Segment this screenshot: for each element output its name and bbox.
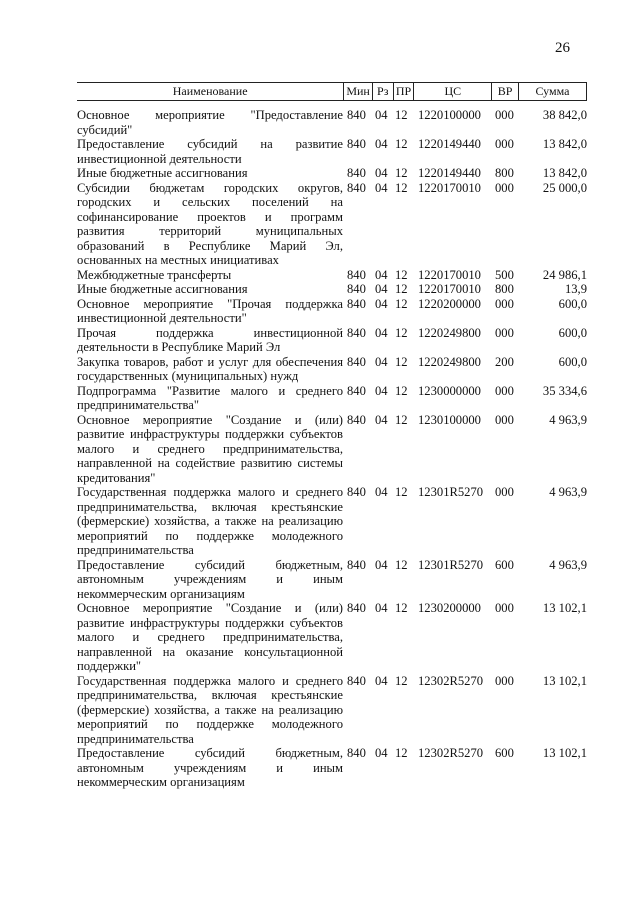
row-vr: 800	[495, 166, 514, 180]
row-cs: 1220200000	[418, 296, 481, 311]
header-pr: ПР	[393, 83, 414, 100]
table-row	[77, 181, 587, 268]
row-vr: 000	[495, 673, 514, 688]
row-min: 840	[347, 673, 366, 688]
row-sum: 13 102,1	[542, 601, 587, 615]
row-sum: 13,9	[564, 282, 587, 296]
row-cs: 1220170010	[418, 267, 481, 282]
row-pr: 12	[395, 383, 408, 398]
row-pr: 12	[395, 166, 408, 180]
row-cs: 1220170010	[418, 180, 481, 195]
row-sum: 600,0	[558, 296, 587, 311]
row-sum: 25 000,0	[542, 180, 587, 195]
row-name: Прочая поддержка инвестиционной деятельности в Республике Марий Эл	[77, 325, 343, 354]
row-name: Субсидии бюджетам городских округов, городских и сельских поселений на софинансирование проектов и программ развития территорий муниципальных образований в Республике Марий Эл, основанных на местных инициативах	[77, 180, 343, 267]
row-min: 840	[347, 383, 366, 398]
header-min: Мин	[343, 83, 372, 100]
row-vr: 000	[495, 383, 514, 398]
row-rz: 04	[375, 166, 388, 180]
row-rz: 04	[375, 325, 388, 340]
table-header	[77, 82, 587, 101]
table-row	[77, 355, 587, 384]
row-vr: 000	[495, 180, 514, 195]
row-name: Иные бюджетные ассигнования	[77, 282, 248, 296]
row-vr: 500	[495, 267, 514, 282]
row-min: 840	[347, 354, 366, 369]
row-cs: 1220149440	[418, 166, 481, 180]
row-pr: 12	[395, 282, 408, 296]
row-sum: 4 963,9	[549, 557, 587, 572]
row-sum: 13 102,1	[542, 673, 587, 688]
row-sum: 38 842,0	[542, 108, 587, 122]
row-sum: 13 102,1	[542, 746, 587, 760]
table-row	[77, 137, 587, 166]
row-rz: 04	[375, 267, 388, 282]
table-row	[77, 297, 587, 326]
table-row	[77, 601, 587, 674]
row-rz: 04	[375, 296, 388, 311]
row-cs: 1220249800	[418, 354, 481, 369]
header-name: Наименование	[172, 84, 248, 98]
row-name: Предоставление субсидий бюджетным, автономным учреждениям и иным некоммерческим организациям	[77, 746, 343, 789]
row-cs: 1220149440	[418, 137, 481, 151]
row-sum: 13 842,0	[542, 166, 587, 180]
row-min: 840	[347, 282, 366, 296]
row-pr: 12	[395, 673, 408, 688]
row-rz: 04	[375, 383, 388, 398]
page-number: 26	[555, 40, 570, 56]
table-body	[77, 108, 587, 790]
row-pr: 12	[395, 354, 408, 369]
row-vr: 000	[495, 412, 514, 427]
row-pr: 12	[395, 108, 408, 122]
row-min: 840	[347, 412, 366, 427]
row-cs: 1230100000	[418, 412, 481, 427]
row-pr: 12	[395, 746, 408, 760]
row-name: Основное мероприятие "Предоставление субсидий"	[77, 108, 343, 137]
header-sum: Сумма	[518, 83, 587, 100]
row-cs: 1230200000	[418, 601, 481, 615]
table-row	[77, 746, 587, 790]
row-sum: 24 986,1	[542, 267, 587, 282]
row-name: Государственная поддержка малого и среднего предпринимательства, включая крестьянские (фермерские) хозяйства, а также на реализацию мероприятий по поддержке молодежного предпринимательства	[77, 485, 343, 557]
table-row	[77, 384, 587, 413]
row-pr: 12	[395, 412, 408, 427]
row-cs: 12301R5270	[418, 485, 484, 499]
row-min: 840	[347, 267, 366, 282]
row-rz: 04	[375, 601, 388, 615]
row-min: 840	[347, 180, 366, 195]
row-rz: 04	[375, 180, 388, 195]
row-rz: 04	[375, 746, 388, 760]
row-cs: 12302R5270	[418, 746, 484, 760]
row-pr: 12	[395, 267, 408, 282]
row-min: 840	[347, 601, 366, 615]
row-sum: 600,0	[558, 325, 587, 340]
row-vr: 000	[495, 325, 514, 340]
row-min: 840	[347, 325, 366, 340]
row-pr: 12	[395, 557, 408, 572]
table-row	[77, 166, 587, 181]
row-name: Основное мероприятие "Прочая поддержка инвестиционной деятельности"	[77, 296, 343, 325]
row-cs: 1220100000	[418, 108, 481, 122]
row-vr: 600	[495, 557, 514, 572]
header-rz: Рз	[372, 83, 393, 100]
row-name: Основное мероприятие "Создание и (или) развитие инфраструктуры поддержки субъектов малого и среднего предпринимательства, направленной на оказание консультационной поддержки"	[77, 601, 343, 673]
row-cs: 1230000000	[418, 383, 481, 398]
row-name: Подпрограмма "Развитие малого и среднего предпринимательства"	[77, 383, 343, 412]
row-rz: 04	[375, 412, 388, 427]
table-header-row	[77, 82, 587, 101]
row-min: 840	[347, 557, 366, 572]
row-min: 840	[347, 166, 366, 180]
row-sum: 600,0	[558, 354, 587, 369]
table-row	[77, 674, 587, 747]
row-sum: 35 334,6	[542, 383, 587, 398]
row-vr: 600	[495, 746, 514, 760]
row-rz: 04	[375, 557, 388, 572]
row-name: Предоставление субсидий бюджетным, автономным учреждениям и иным некоммерческим организациям	[77, 557, 343, 601]
row-pr: 12	[395, 296, 408, 311]
row-rz: 04	[375, 137, 388, 151]
row-sum: 13 842,0	[542, 137, 587, 151]
row-name: Закупка товаров, работ и услуг для обеспечения государственных (муниципальных) нужд	[77, 354, 343, 383]
row-sum: 4 963,9	[549, 485, 587, 499]
table-row	[77, 413, 587, 486]
row-name: Межбюджетные трансферты	[77, 267, 232, 282]
row-cs: 1220170010	[418, 282, 481, 296]
row-vr: 000	[495, 108, 514, 122]
row-rz: 04	[375, 108, 388, 122]
row-name: Государственная поддержка малого и среднего предпринимательства, включая крестьянские (фермерские) хозяйства, а также на реализацию мероприятий по поддержке молодежного предпринимательства	[77, 673, 343, 746]
row-min: 840	[347, 296, 366, 311]
row-vr: 000	[495, 137, 514, 151]
header-vr: ВР	[491, 83, 518, 100]
row-cs: 1220249800	[418, 325, 481, 340]
row-min: 840	[347, 137, 366, 151]
row-pr: 12	[395, 180, 408, 195]
row-vr: 200	[495, 354, 514, 369]
row-rz: 04	[375, 354, 388, 369]
row-cs: 12301R5270	[418, 557, 484, 572]
row-pr: 12	[395, 601, 408, 615]
row-vr: 800	[495, 282, 514, 296]
header-cs: ЦС	[413, 83, 491, 100]
row-cs: 12302R5270	[418, 673, 484, 688]
row-pr: 12	[395, 485, 408, 499]
table-row	[77, 558, 587, 602]
row-sum: 4 963,9	[549, 412, 587, 427]
table-row	[77, 326, 587, 355]
table-row	[77, 268, 587, 283]
row-min: 840	[347, 108, 366, 122]
row-name: Иные бюджетные ассигнования	[77, 166, 248, 180]
row-vr: 000	[495, 601, 514, 615]
row-name: Основное мероприятие "Создание и (или) развитие инфраструктуры поддержки субъектов малого и среднего предпринимательства, направленной на содействие развитию системы кредитования"	[77, 412, 343, 485]
row-pr: 12	[395, 137, 408, 151]
table-row	[77, 108, 587, 137]
table-row	[77, 282, 587, 297]
table-row	[77, 485, 587, 558]
row-min: 840	[347, 746, 366, 760]
row-vr: 000	[495, 485, 514, 499]
row-rz: 04	[375, 673, 388, 688]
row-pr: 12	[395, 325, 408, 340]
row-rz: 04	[375, 282, 388, 296]
row-rz: 04	[375, 485, 388, 499]
row-vr: 000	[495, 296, 514, 311]
row-min: 840	[347, 485, 366, 499]
row-name: Предоставление субсидий на развитие инвестиционной деятельности	[77, 137, 343, 166]
